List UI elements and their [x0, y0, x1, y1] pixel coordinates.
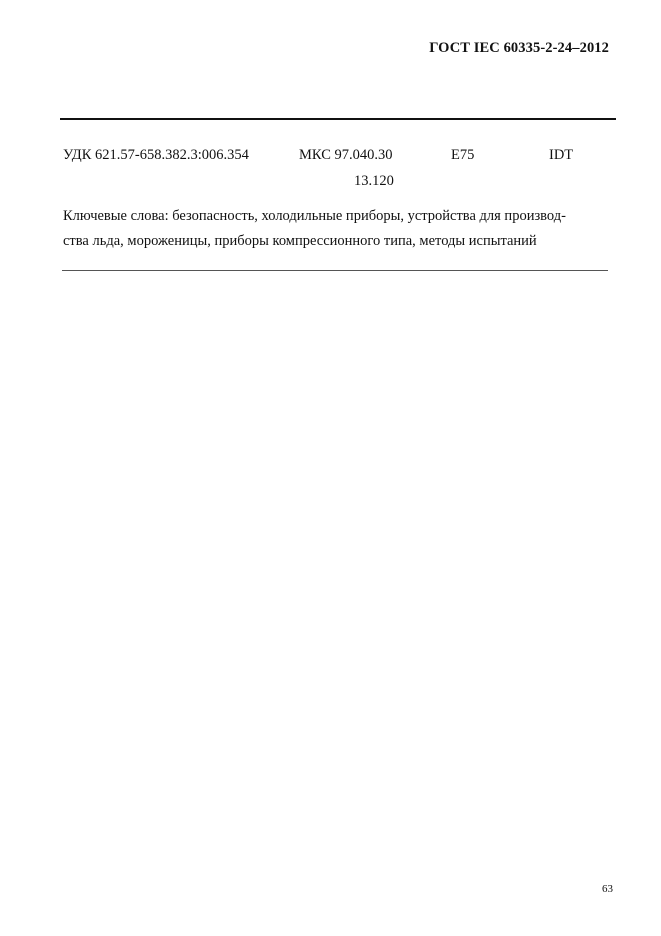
classification-block [0, 147, 661, 197]
top-divider [60, 118, 616, 120]
standard-designation: ГОСТ IEC 60335-2-24–2012 [429, 40, 609, 56]
okp-code: Е75 [451, 147, 475, 163]
keywords-line-1: Ключевые слова: безопасность, холодильные приборы, устройства для производ- [63, 208, 566, 224]
keywords-paragraph [63, 204, 614, 254]
mks-code-secondary: 13.120 [354, 173, 394, 189]
mks-code-primary: МКС 97.040.30 [299, 147, 393, 163]
equivalence-degree: IDT [549, 147, 574, 163]
bottom-divider [62, 270, 608, 271]
udc-code: УДК 621.57-658.382.3:006.354 [63, 147, 249, 163]
keywords-line-2: ства льда, мороженицы, приборы компрессионного типа, методы испытаний [63, 233, 537, 249]
page-number: 63 [602, 883, 613, 895]
